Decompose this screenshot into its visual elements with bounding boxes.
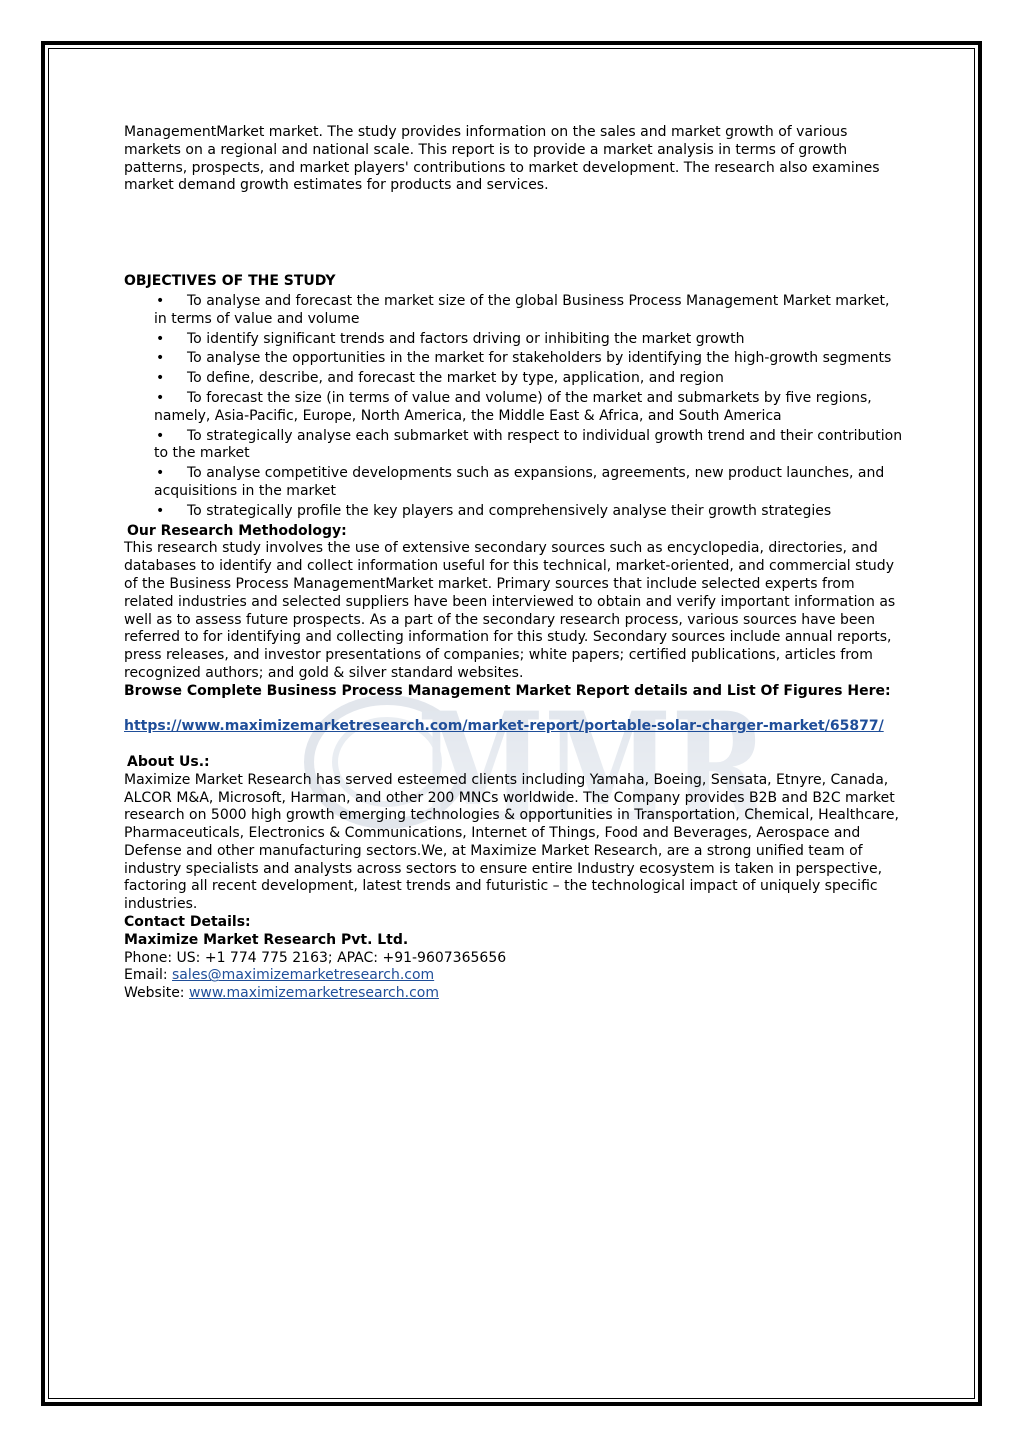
methodology-paragraph: This research study involves the use of extensive secondary sources such as encyclopedia, directories, and databases to identify and collect information useful for this technical, market-oriented, and commercial study of the Business Process ManagementMarket market. Primary sources that include selected experts from related industries and selected suppliers have been interviewed to obtain and verify important information as well as to assess future prospects. As a part of the secondary research process, various sources have been referred to for identifying and collecting information for this study. Secondary sources include annual reports, press releases, and investor presentations of companies; white papers; certified publications, articles from recognized authors; and gold & silver standard websites. [124,540,896,681]
company-name: Maximize Market Research Pvt. Ltd. [124,931,409,948]
objective-text: To analyse and forecast the market size of the global Business Process Management Market market, in terms of value and volume [154,292,890,327]
objective-text: To analyse the opportunities in the market for stakeholders by identifying the high-growth segments [187,350,892,367]
bullet-icon: • [156,370,165,387]
browse-text: Browse Complete Business Process Management Market Report details and List Of Figures Here: [124,682,891,699]
bullet-icon: • [156,389,165,406]
email-link[interactable]: sales@maximizemarketresearch.com [172,967,435,984]
email-line [124,967,904,985]
objectives-heading: OBJECTIVES OF THE STUDY [124,273,336,290]
objective-item [154,331,904,349]
objective-item [154,465,904,501]
objective-text: To strategically profile the key players and comprehensively analyse their growth strategies [187,502,832,519]
bullet-icon: • [156,465,165,482]
objective-item [154,293,904,329]
intro-paragraph: ManagementMarket market. The study provides information on the sales and market growth of various markets on a regional and national scale. This report is to provide a market analysis in terms of growth patterns, prospects, and market players' contributions to market development. The research also examines market demand growth estimates for products and services. [124,124,880,194]
objective-text: To identify significant trends and factors driving or inhibiting the market growth [187,330,745,347]
email-label: Email: [124,967,168,984]
objective-text: To analyse competitive developments such as expansions, agreements, new product launches, and acquisitions in the market [154,465,885,499]
methodology-heading: Our Research Methodology: [127,522,347,539]
bullet-icon: • [156,330,165,347]
document-body [124,124,904,1003]
website-line [124,985,904,1003]
report-link[interactable]: https://www.maximizemarketresearch.com/market-report/portable-solar-charger-market/65877/ [124,718,884,735]
website-label: Website: [124,985,185,1002]
website-link[interactable]: www.maximizemarketresearch.com [188,985,439,1002]
objective-text: To strategically analyse each submarket with respect to individual growth trend and their contribution to the market [154,427,903,462]
about-paragraph: Maximize Market Research has served esteemed clients including Yamaha, Boeing, Sensata, Etnyre, Canada, ALCOR M&A, Microsoft, Harman, and other 200 MNCs worldwide. The Company provides B2B and B2C market research on 5000 high growth emerging technologies & opportunities in Transportation, Chemical, Healthcare, Pharmaceuticals, Electronics & Communications, Internet of Things, Food and Beverages, Aerospace and Defense and other manufacturing sectors.We, at Maximize Market Research, are a strong unified team of industry specialists and analysts across sectors to ensure entire Industry ecosystem is taken in perspective, factoring all recent development, latest trends and futuristic – the technological impact of uniquely specific industries. [124,771,899,913]
objective-text: To forecast the size (in terms of value and volume) of the market and submarkets by five regions, namely, Asia-Pacific, Europe, North America, the Middle East & Africa, and South America [154,389,872,424]
watermark-text: MMR [417,692,769,832]
objective-item [154,370,904,388]
bullet-icon: • [156,427,165,444]
objective-item [154,428,904,464]
objective-text: To define, describe, and forecast the market by type, application, and region [187,370,724,387]
about-heading: About Us.: [127,753,210,770]
phone-line: Phone: US: +1 774 775 2163; APAC: +91-9607365656 [124,949,507,966]
objective-item [154,503,904,521]
bullet-icon: • [156,502,165,519]
bullet-icon: • [156,292,165,309]
objective-item [154,390,904,426]
contact-heading: Contact Details: [124,914,251,931]
objective-item [154,350,904,368]
objectives-list [124,293,904,521]
bullet-icon: • [156,350,165,367]
